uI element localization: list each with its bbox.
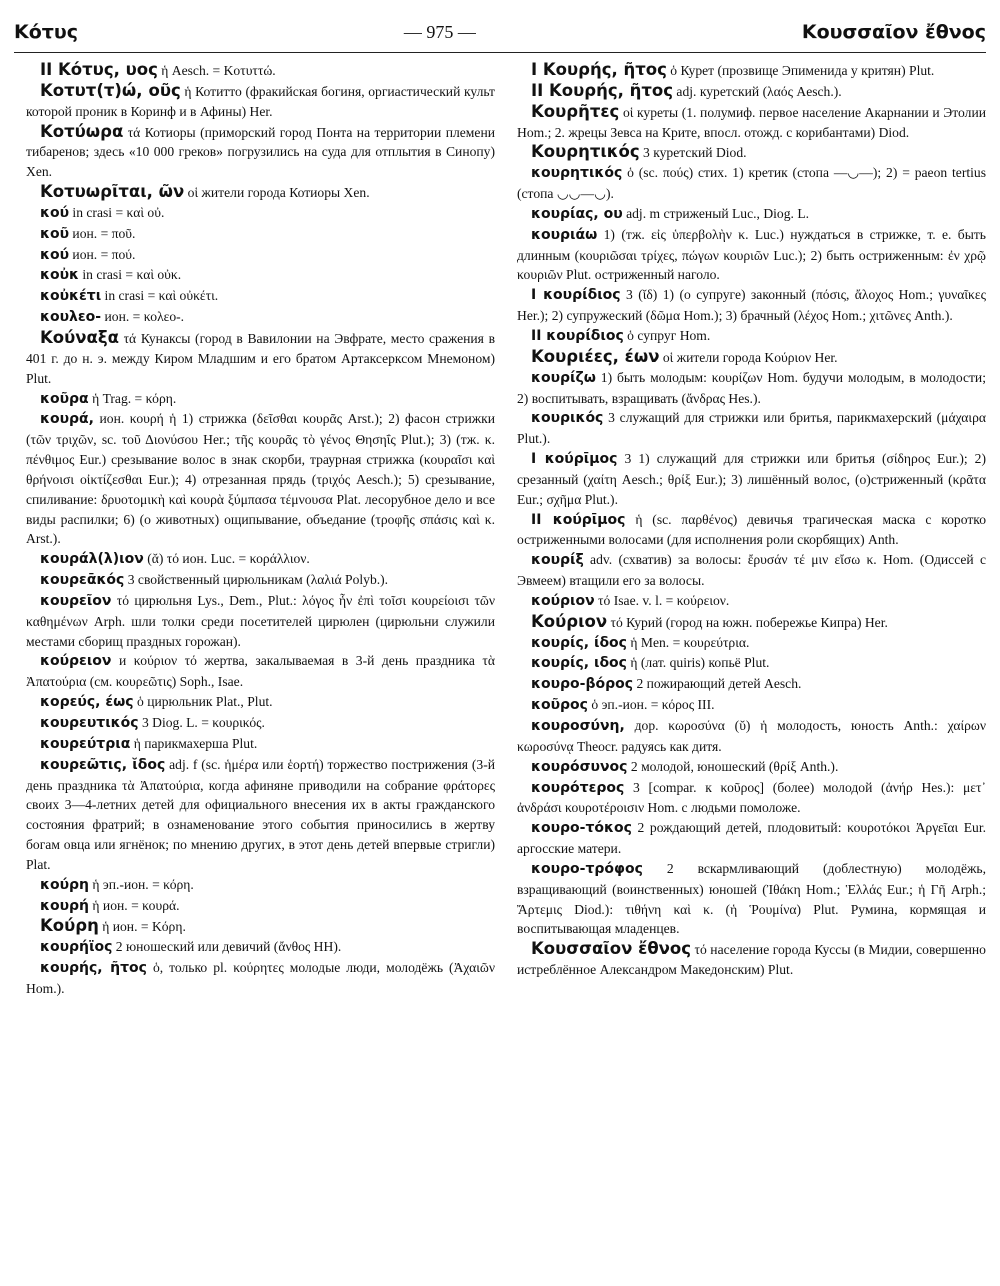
dictionary-entry	[517, 163, 986, 204]
entry-definition: 3 (ῐδ) 1) (о супруге) законный (πόσις, ἄλοχος Hom.; γυναῖκες Her.); 2) супружеский (δῶμα Hom.); 3) брачный (λέχος Hom.; χιτῶνες Anth.).	[517, 287, 986, 324]
entry-headword: I Κουρής, ῆτος	[531, 60, 667, 79]
dictionary-entry	[517, 102, 986, 143]
entry-headword: κουρίς, ίδος	[531, 634, 627, 651]
dictionary-entry	[517, 695, 986, 716]
page-body	[14, 60, 986, 1280]
entry-headword: II Κουρής, ῆτος	[531, 80, 674, 100]
dictionary-entry	[517, 81, 986, 102]
dictionary-entry	[517, 716, 986, 757]
right-column	[517, 60, 986, 1280]
dictionary-entry	[26, 265, 495, 286]
dictionary-entry	[517, 591, 986, 612]
entry-definition: 2 вскармливающий (доблестную) молодёжь, взращивающий (воинственных) юношей (Ἰθάκη Hom.; Ἑλλάς Eur.; ἡ Γῆ Arph.; Ἄρτεμις Diod.): τιθήνη καὶ κ. (ἡ Ῥουμίνα) Plut. Румина, кормящая и воспитывающая младенцев.	[517, 860, 986, 937]
entry-definition: adj. куретский (λαός Aesch.).	[673, 83, 842, 99]
entry-definition: ион. κουρή ἡ 1) стрижка (δεῖσθαι κουρᾶς Arst.); 2) фасон стрижки (τῶν τριχῶν, sc. τοῦ Διονύσου Her.; τῆς κουρᾶς τὸ γένος Θησηΐς Plut.); 3) (тж. κ. πένθιμος Eur.) срезывание волос в знак скорби, траурная стрижка (κουραῖσι καὶ θρήνοισι οἰκτίζεσθαι Eur.); 4) отрезанная прядь (τριχός Aesch.); 5) срезывание, спиливание: δρυοτομικὴ καὶ κουρὰ ξύμπασα τέμνουσα Plat. лесорубное дело и все виды распилки; 6) (о животных) ощипывание, объедание (τροφῆς σπάσις καὶ κ. Arst.).	[26, 411, 495, 547]
entry-headword: κουρότερος	[531, 779, 625, 796]
entry-headword: κουρεᾱκός	[40, 572, 125, 589]
entry-headword: Κοτυτ(τ)ώ, οῦς	[40, 80, 181, 100]
entry-headword: κουρής, ῆτος	[40, 960, 147, 977]
entry-definition: 3 Diog. L. = κουρικός.	[138, 715, 265, 730]
entry-definition: дор. κωροσύνα (ῠ) ἡ молодость, юность Anth.: χαίρων κωροσύνᾳ Theocr. радуясь как дитя.	[517, 718, 986, 754]
dictionary-entry	[26, 224, 495, 245]
entry-definition: τό цирюльня Lys., Dem., Plut.: λόγος ἦν ἐπὶ τοῖσι κουρείοισι τῶν καθημένων Arph. шли толки среди посетителей цирюлен (цирюльни служили местами сборищ праздных горожан).	[26, 592, 495, 649]
entry-headword: Κουρητικός	[531, 142, 640, 162]
dictionary-entry	[26, 896, 495, 917]
entry-definition: οἱ жители города Котиоры Xen.	[184, 185, 370, 201]
entry-definition: 2 рождающий детей, плодовитый: κουροτόκοι Ἀργεῖαι Eur. аргосские матери.	[517, 820, 986, 857]
entry-definition: ἡ Котитто (фракийская богиня, оргиастический культ которой проник в Коринф и в Афины) Her.	[26, 83, 495, 119]
entry-definition: in crasi = καὶ οὐκ.	[78, 267, 182, 283]
entry-headword: κορεύς, έως	[40, 694, 134, 711]
entry-headword: κουρο-τόκος	[531, 820, 632, 837]
entry-definition: ἡ Trag. = κόρη.	[88, 390, 177, 406]
dictionary-entry	[517, 550, 986, 591]
dictionary-entry	[26, 245, 495, 266]
entry-headword: κουρεύτρια	[40, 735, 131, 752]
dictionary-entry	[26, 591, 495, 652]
entry-definition: τό Isae. v. l. = κούρειον.	[594, 592, 730, 608]
entry-headword: I κούρῑμος	[531, 451, 618, 468]
entry-headword: I κουρίδιος	[531, 287, 621, 304]
dictionary-entry	[517, 653, 986, 674]
entry-headword: κουρίζω	[531, 369, 596, 386]
dictionary-entry	[26, 692, 495, 713]
entry-definition: ὁ супруг Hom.	[623, 327, 711, 343]
entry-headword: κού	[40, 204, 70, 221]
entry-definition: οἱ куреты (1. полумиф. первое население Акарнании и Этолии Hom.; 2. жрецы Зевса на Крите, впосл. отожд. с корибантами) Diod.	[517, 104, 986, 140]
entry-definition: ἡ (sc. παρθένος) девичья трагическая маска с коротко остриженными волосами (для исполнения роли скорбящих) Anth.	[517, 511, 986, 548]
entry-headword: κοὐκ	[40, 267, 79, 284]
dictionary-entry	[517, 285, 986, 326]
entry-definition: 3 1) служащий для стрижки или бритья (σίδηρος Eur.); 2) срезанный (χαίτη Aesch.; θρίξ Eur.); 3) лишённый волос, (о)стриженный (κρᾶτα Eur.; σχῆμα Plut.).	[517, 451, 986, 507]
dictionary-entry	[26, 389, 495, 410]
dictionary-entry	[517, 204, 986, 225]
dictionary-entry	[26, 60, 495, 81]
entry-headword: κουρίς, ιδος	[531, 655, 627, 672]
entry-headword: κουρίας, ου	[531, 205, 623, 222]
entry-headword: Κούριον	[531, 611, 608, 631]
entry-headword: Κουσσαῖον ἔθνος	[531, 939, 692, 959]
entry-definition: ἡ ион. = Κόρη.	[98, 919, 186, 935]
entry-definition: 2 молодой, юношеский (θρίξ Anth.).	[627, 758, 839, 774]
dictionary-entry	[517, 510, 986, 551]
dictionary-entry	[26, 937, 495, 958]
dictionary-entry	[517, 674, 986, 695]
entry-definition: τό население города Куссы (в Мидии, совершенно истреблённое Александром Македонским) Plut.	[517, 942, 986, 978]
left-column	[14, 60, 495, 1280]
entry-headword: κουρητικός	[531, 165, 623, 182]
header-left-headword: Κότυς	[14, 21, 78, 43]
entry-headword: κούρη	[40, 876, 90, 893]
entry-definition: 2 юношеский или девичий (ἄνθος HH).	[112, 939, 342, 955]
dictionary-entry	[517, 778, 986, 819]
dictionary-entry	[26, 549, 495, 570]
dictionary-entry	[517, 818, 986, 859]
dictionary-entry	[26, 570, 495, 591]
entry-headword: κοὐκέτι	[40, 288, 102, 305]
entry-definition: in crasi = καὶ οὐ.	[69, 204, 165, 220]
dictionary-entry	[517, 859, 986, 939]
entry-headword: Κουριέες, έων	[531, 346, 660, 366]
dictionary-entry	[517, 612, 986, 633]
entry-headword: κουρά,	[40, 411, 94, 428]
entry-definition: ἡ (лат. quiris) копьё Plut.	[626, 655, 770, 671]
entry-headword: II Κότυς, υος	[40, 60, 158, 79]
entry-headword: κουρο-βόρος	[531, 676, 634, 693]
entry-headword: κουρή	[40, 897, 90, 914]
entry-headword: κοῦ	[40, 225, 70, 242]
dictionary-entry	[517, 142, 986, 163]
dictionary-entry	[517, 633, 986, 654]
entry-headword: κοῦρα	[40, 390, 89, 407]
dictionary-entry	[26, 122, 495, 183]
entry-definition: 1) (тж. εἰς ὑπερβολὴν κ. Luc.) нуждаться в стрижке, т. е. быть длинным (κουριῶσαι τρίχες, πώγων κουριῶν Luc.); 2) быть остриженным: ἐν χρῷ κουριῶν Plut. остриженный наголо.	[517, 226, 986, 283]
entry-headword: II κούρῑμος	[531, 511, 626, 528]
dictionary-entry	[26, 328, 495, 389]
entry-definition: adj. m стриженый Luc., Diog. L.	[622, 205, 810, 221]
entry-definition: ὁ цирюльник Plat., Plut.	[133, 694, 273, 710]
dictionary-entry	[26, 713, 495, 734]
dictionary-entry	[26, 81, 495, 122]
entry-definition: τά Котиоры (приморский город Понта на территории племени тибаренов; здесь «10 000 греков» погрузились на суда для отплытия в Синопу) Xen.	[26, 124, 495, 180]
dictionary-entry	[26, 182, 495, 203]
dictionary-entry	[26, 651, 495, 692]
dictionary-entry	[26, 755, 495, 875]
entry-headword: Κούρη	[40, 916, 99, 936]
dictionary-entry	[517, 939, 986, 980]
dictionary-entry	[517, 368, 986, 409]
entry-definition: ὁ Курет (прозвище Эпименида у критян) Plut.	[666, 63, 935, 78]
entry-headword: κουρεῖον	[40, 592, 112, 609]
entry-definition: 1) быть молодым: κουρίζων Hom. будучи молодым, в молодости; 2) воспитывать, взращивать (ἄνδρας Hes.).	[517, 369, 986, 406]
entry-definition: 3 куретский Diod.	[639, 145, 747, 161]
dictionary-entry	[517, 225, 986, 286]
header-right-headword: Κουσσαῖον ἔθνος	[801, 21, 986, 43]
entry-headword: Κουρῆτες	[531, 101, 620, 121]
dictionary-entry	[517, 757, 986, 778]
entry-definition: ион. = κολεο-.	[101, 309, 185, 325]
entry-definition: οἱ жители города Κούριον Her.	[659, 349, 838, 365]
entry-headword: κουρο-τρόφος	[531, 860, 643, 877]
entry-headword: Κούναξα	[40, 327, 119, 347]
entry-definition: ἡ ион. = κουρά.	[89, 897, 180, 913]
entry-definition: 3 служащий для стрижки или бритья, парикмахерский (μάχαιρα Plut.).	[517, 410, 986, 447]
entry-headword: κουροσύνη,	[531, 718, 625, 734]
entry-headword: II κουρίδιος	[531, 327, 624, 344]
entry-headword: κουρίξ	[531, 552, 584, 569]
entry-headword: κουλεο-	[40, 309, 102, 326]
entry-definition: ἡ Men. = κουρεύτρια.	[626, 634, 750, 650]
entry-headword: κουριάω	[531, 226, 598, 243]
entry-definition: 3 [compar. к κοῦρος] (более) молодой (ἀνήρ Hes.): μετ᾽ ἀνδράσι κουροτέροισιν Hom. с людьми помоложе.	[517, 779, 986, 816]
page-header	[14, 12, 986, 53]
entry-headword: κουράλ(λ)ιον	[40, 551, 144, 568]
dictionary-entry	[26, 409, 495, 549]
dictionary-entry	[517, 408, 986, 449]
page-number: — 975 —	[403, 21, 476, 42]
dictionary-entry	[26, 734, 495, 755]
entry-headword: κούριον	[531, 592, 595, 609]
entry-headword: κουρόσυνος	[531, 758, 628, 775]
entry-definition: ἡ парикмахерша Plut.	[130, 735, 258, 751]
dictionary-entry	[26, 875, 495, 896]
entry-definition: 2 пожирающий детей Aesch.	[633, 676, 802, 692]
entry-definition: ἡ эп.-ион. = κόρη.	[89, 876, 194, 892]
entry-definition: τό Курий (город на южн. побережье Кипра) Her.	[607, 614, 888, 630]
entry-headword: κουρικός	[531, 410, 604, 427]
entry-definition: adj. f (sc. ἡμέρα или ἑορτή) торжество пострижения (3-й день праздника τὰ Ἀπατούρια, когда афиняне приводили на собрание φράτορες своих 3—4-летних детей для официального внесения их в акты гражданского состояния фратрий; в ознаменование этого события приносились в жертву богам овца или ягнёнок; по мнению других, в этот день детей впервые стригли) Plat.	[26, 756, 495, 872]
entry-definition: ион. = ποῦ.	[69, 225, 136, 241]
entry-definition: (ᾰ) τό ион. Luc. = κοράλλιον.	[143, 551, 310, 567]
entry-definition: ион. = πού.	[69, 246, 136, 262]
entry-definition: и κούριον τό жертва, закалываемая в 3-й день праздника τὰ Ἀπατούρια (см. κουρεῶτις) Soph., Isae.	[26, 653, 495, 690]
entry-definition: ὁ, только pl. κούρητες молодые люди, молодёжь (Ἀχαιῶν Hom.).	[26, 960, 495, 996]
entry-definition: ὁ эп.-ион. = κόρος III.	[587, 697, 715, 713]
dictionary-entry	[26, 307, 495, 328]
entry-headword: Κοτύωρα	[40, 121, 124, 141]
entry-headword: κουρεῶτις, ῐδος	[40, 756, 166, 773]
entry-headword: κού	[40, 246, 70, 263]
dictionary-entry	[517, 326, 986, 347]
dictionary-entry	[26, 958, 495, 999]
entry-headword: κοῦρος	[531, 697, 588, 714]
entry-definition: τά Кунаксы (город в Вавилонии на Эвфрате, место сражения в 401 г. до н. э. между Киром Младшим и его братом Артаксерксом Мнемоном) Plut.	[26, 330, 495, 386]
dictionary-entry	[517, 347, 986, 368]
entry-headword: Κοτυωρῖται, ῶν	[40, 182, 185, 202]
entry-definition: ἡ Aesch. = Κοτυττώ.	[157, 63, 276, 78]
dictionary-entry	[26, 286, 495, 307]
entry-headword: κουρευτικός	[40, 715, 139, 731]
dictionary-entry	[517, 449, 986, 510]
entry-definition: ὁ (sc. πούς) стих. 1) кретик (стопа —◡—); 2) = paeon tertius (стопа ◡◡—◡).	[517, 165, 986, 202]
entry-headword: κούρειον	[40, 653, 112, 670]
entry-definition: 3 свойственный цирюльникам (λαλιά Polyb.).	[124, 572, 389, 588]
dictionary-entry	[26, 203, 495, 224]
dictionary-entry	[26, 916, 495, 937]
dictionary-entry	[517, 60, 986, 81]
entry-definition: adv. (схватив) за волосы: ἔρυσάν τέ μιν εἴσω κ. Hom. (Одиссей с Эвмеем) втащили его за волосы.	[517, 552, 986, 589]
entry-definition: in crasi = καὶ οὐκέτι.	[101, 288, 219, 304]
entry-headword: κουρήϊος	[40, 939, 113, 956]
